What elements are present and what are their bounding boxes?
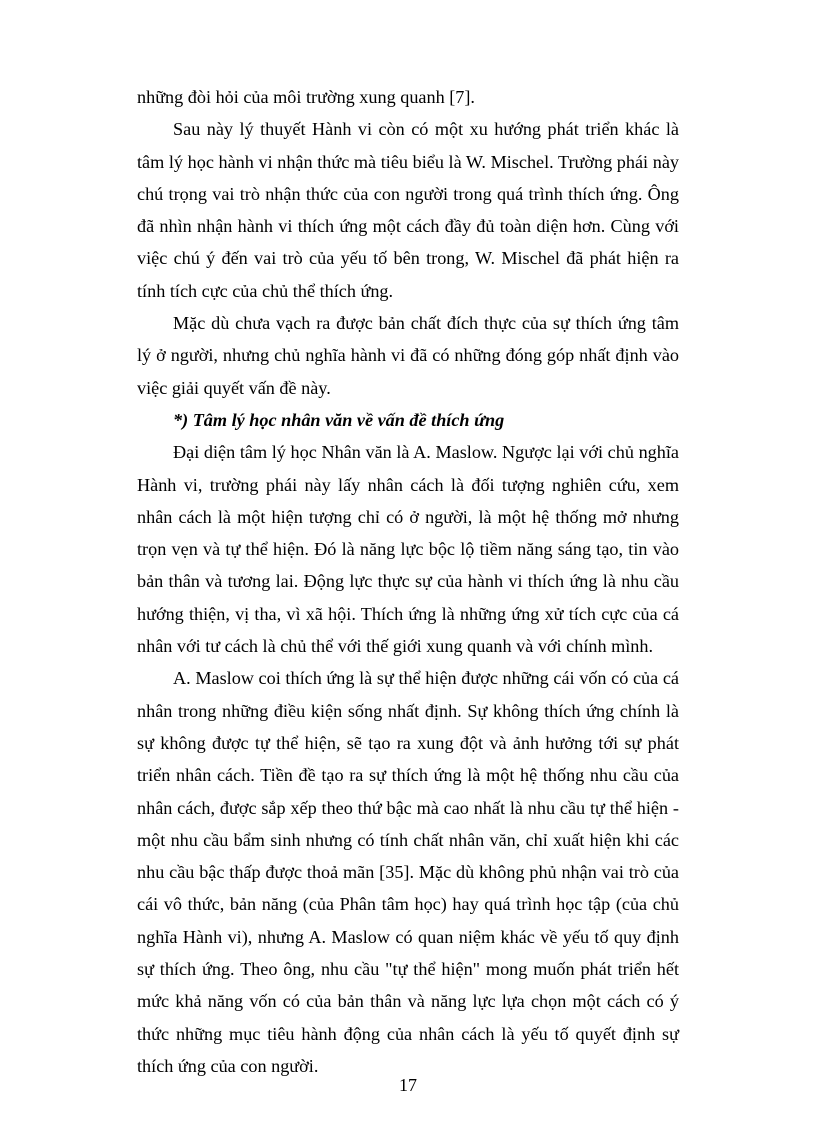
paragraph-maslow-adaptation: A. Maslow coi thích ứng là sự thể hiện được những cái vốn có của cá nhân trong những điều kiện sống nhất định. Sự không thích ứng chính là sự không được tự thể hiện, sẽ tạo ra xung đột và ảnh hưởng tới sự phát triển nhân cách. Tiền đề tạo ra sự thích ứng là một hệ thống nhu cầu của nhân cách, được sắp xếp theo thứ bậc mà cao nhất là nhu cầu tự thể hiện - một nhu cầu bẩm sinh nhưng có tính chất nhân văn, chỉ xuất hiện khi các nhu cầu bậc thấp được thoả mãn [35]. Mặc dù không phủ nhận vai trò của cái vô thức, bản năng (của Phân tâm học) hay quá trình học tập (của chủ nghĩa Hành vi), nhưng A. Maslow có quan niệm khác về yếu tố quy định sự thích ứng. Theo ông, nhu cầu "tự thể hiện" mong muốn phát triển hết mức khả năng vốn có của bản thân và năng lực lựa chọn một cách có ý thức những mục tiêu hành động của nhân cách là yếu tố quyết định sự thích ứng của con người. (137, 668, 679, 1076)
paragraph-maslow-representative: Đại diện tâm lý học Nhân văn là A. Maslow. Ngược lại với chủ nghĩa Hành vi, trường phái này lấy nhân cách là đối tượng nghiên cứu, xem nhân cách là một hiện tượng chỉ có ở người, là một hệ thống mở nhưng trọn vẹn và tự thể hiện. Đó là năng lực bộc lộ tiềm năng sáng tạo, tin vào bản thân và tương lai. Động lực thực sự của hành vi thích ứng là nhu cầu hướng thiện, vị tha, vì xã hội. Thích ứng là những ứng xử tích cực của cá nhân với tư cách là chủ thể với thế giới xung quanh và với chính mình. (137, 442, 679, 657)
section-heading-humanistic: *) Tâm lý học nhân văn về vấn đề thích ứng (173, 409, 505, 430)
body-text (137, 81, 679, 1082)
paragraph-behavioral-cognitive: Sau này lý thuyết Hành vi còn có một xu hướng phát triển khác là tâm lý học hành vi nhận thức mà tiêu biểu là W. Mischel. Trường phái này chú trọng vai trò nhận thức của con người trong quá trình thích ứng. Ông đã nhìn nhận hành vi thích ứng một cách đầy đủ toàn diện hơn. Cùng với việc chú ý đến vai trò của yếu tố bên trong, W. Mischel đã phát hiện ra tính tích cực của chủ thể thích ứng. (137, 119, 679, 301)
page-number: 17 (399, 1075, 417, 1095)
paragraph-continuation: những đòi hỏi của môi trường xung quanh [7]. (137, 87, 475, 107)
paragraph-behaviorism-contribution: Mặc dù chưa vạch ra được bản chất đích thực của sự thích ứng tâm lý ở người, nhưng chủ nghĩa hành vi đã có những đóng góp nhất định vào việc giải quyết vấn đề này. (137, 313, 679, 398)
